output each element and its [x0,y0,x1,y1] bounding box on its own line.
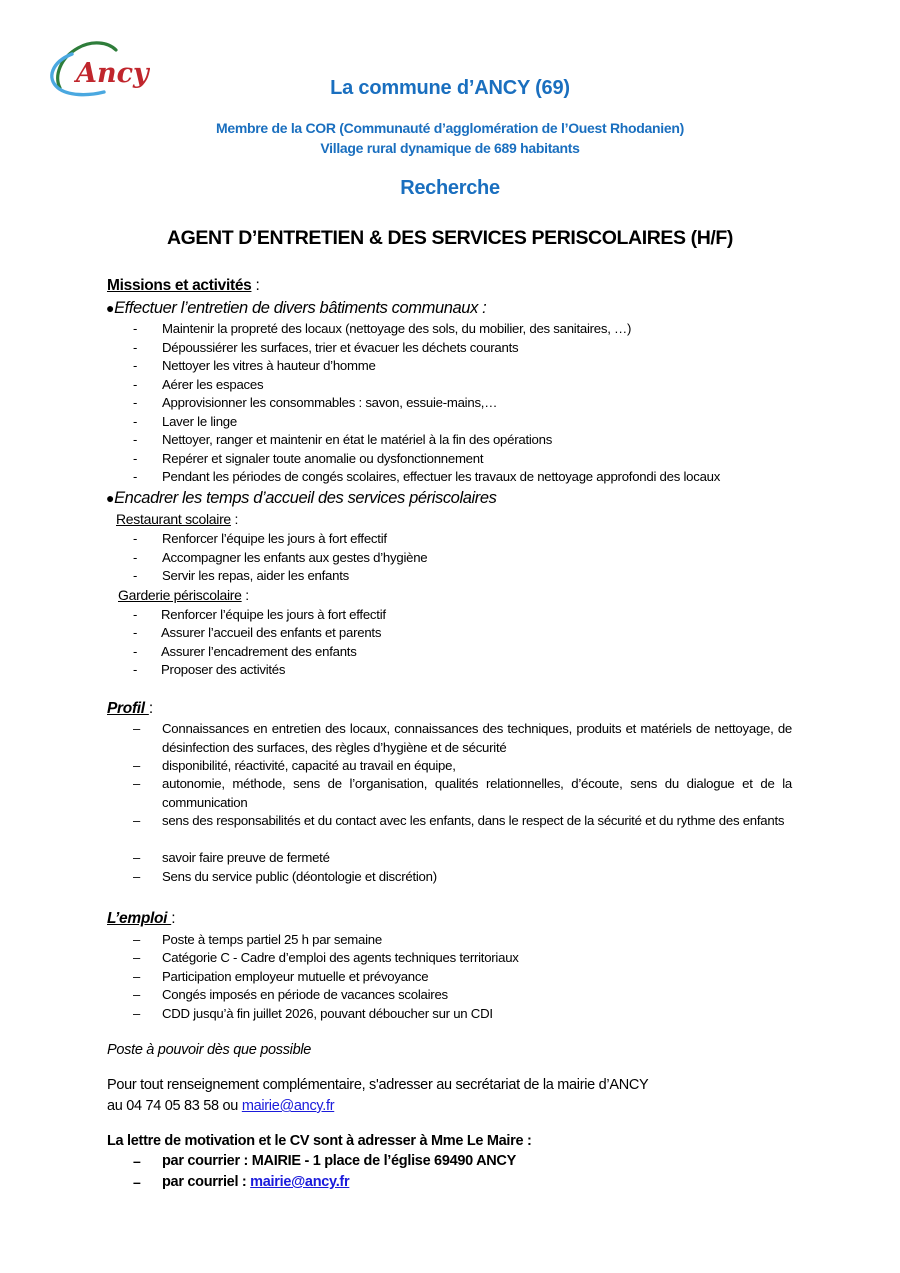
dash-icon: - [133,469,138,484]
dash-icon: - [133,550,138,565]
dash-icon: – [133,1153,141,1169]
dash-icon: – [133,758,140,773]
profil-heading: Profil : [107,700,153,717]
missions-heading-label: Missions et activités [107,277,252,294]
application-intro: La lettre de motivation et le CV sont à adresser à Mme Le Maire : [107,1133,532,1149]
dash-icon: - [133,321,138,336]
contact-line-2: au 04 74 05 83 58 ou mairie@ancy.fr [107,1098,335,1114]
contact-line-1: Pour tout renseignement complémentaire, s'adresser au secrétariat de la mairie d’ANCY [107,1077,649,1093]
restaurant-heading: Restaurant scolaire : [116,511,239,527]
dash-icon: – [133,987,140,1002]
dash-icon: - [133,432,138,447]
dash-icon: – [133,850,140,865]
dash-icon: – [133,1174,141,1190]
missions-heading-colon: : [251,277,260,294]
recherche-heading: Recherche [400,177,500,199]
dash-icon: - [133,358,138,373]
mission-bullet-entretien-label: Effectuer l’entretien de divers bâtiments communaux : [114,299,487,317]
dash-icon: – [133,932,140,947]
missions-heading [107,277,259,295]
dash-icon: – [133,969,140,984]
emploi-heading: L’emploi : [107,910,176,927]
dash-icon: - [133,377,138,392]
dash-icon: – [133,776,140,791]
job-title: AGENT D’ENTRETIEN & DES SERVICES PERISCOLAIRES (H/F) [166,227,734,249]
garderie-heading: Garderie périscolaire : [118,587,249,603]
dash-icon: – [133,950,140,965]
profil-heading-label: Profil [107,700,149,717]
svg-text:Ancy: Ancy [76,58,149,89]
dash-icon: - [133,607,138,622]
dash-icon: - [133,340,138,355]
dash-icon: - [133,414,138,429]
availability-note: Poste à pouvoir dès que possible [107,1042,312,1058]
application-email-link[interactable]: mairie@ancy.fr [250,1174,350,1190]
dash-icon: - [133,662,138,677]
dash-icon: - [133,568,138,583]
mission-bullet-entretien [106,299,486,318]
bullet-icon: ● [106,490,115,506]
emploi-heading-label: L’emploi [107,910,172,927]
commune-title: La commune d’ANCY (69) [330,77,570,99]
dash-icon: – [133,813,140,828]
dash-icon: - [133,395,138,410]
mission-bullet-periscolaire-label: Encadrer les temps d’accueil des services périscolaires [114,489,497,507]
dash-icon: – [133,1006,140,1021]
dash-icon: – [133,869,140,884]
dash-icon: – [133,721,140,736]
mission-bullet-periscolaire [106,489,496,508]
job-posting-page: Ancy La commune d’ANCY (69) Membre de la COR (Communauté d’agglomération de l’Ouest Rhodanien) Village rural dynamique de 689 habitants Recherche AGENT D’ENTRETIEN & DES SERVICES PERISCOLAIRES (H/F) Missions et activités : ●Effectuer l’entretien de divers bâtiments communaux : - Maintenir la propreté des locaux (nettoyage des sols, du mobilier, des sanitaires, …) - Dépoussiérer les surfaces, trier et évacuer les déchets courants - Nettoyer les vitres à hauteur d’homme - Aérer les espaces - Approvisionner les consommables : savon, essuie-mains,… - Laver le linge - Nettoyer, ranger et maintenir en état le matériel à la fin des opérations - Repérer et signaler toute anomalie ou dysfonctionnement - Pendant les périodes de congés scolaires, effectuer les travaux de nettoyage approfondi des locaux ●Encadrer les temps d’accueil des services périscolaires Restaurant scolaire : - Renforcer l’équipe les jours à fort effectif - Accompagner les enfants aux gestes d’hygiène - Servir les repas, aider les enfants Garderie périscolaire : - Renforcer l’équipe les jours à fort effectif - Assurer l’accueil des enfants et parents - Assurer l’encadrement des enfants - Proposer des activités Profil : – Connaissances en entretien des locaux, connaissances des techniques, produits et matériels de nettoyage, de désinfection des surfaces, des règles d’hygiène et de sécurité – disponibilité, réactivité, capacité au travail en équipe, – autonomie, méthode, sens de l’organisation, qualités relationnelles, d’écoute, sens du dialogue et de la communication – sens des responsabilités et du contact avec les enfants, dans le respect de la sécurité et du rythme des enfants – savoir faire preuve de fermeté – Sens du service public (déontologie et discrétion) L’emploi : – Poste à temps partiel 25 h par semaine – Catégorie C - Cadre d’emploi des agents techniques territoriaux – Participation employeur mutuelle et prévoyance – Congés imposés en période de vacances scolaires – CDD jusqu’à fin juillet 2026, pouvant déboucher sur un CDI Poste à pouvoir dès que possible Pour tout renseignement complémentaire, s'adresser au secrétariat de la mairie d’ANCY au 04 74 05 83 58 ou mairie@ancy.fr La lettre de motivation et le CV sont à adresser à Mme Le Maire : – par courrier : MAIRIE - 1 place de l’église 69490 ANCY – par courriel : mairie@ancy.fr [0,0,900,1273]
dash-icon: - [133,531,138,546]
bullet-icon: ● [106,300,115,316]
contact-email-link[interactable]: mairie@ancy.fr [241,1098,335,1114]
dash-icon: - [133,644,138,659]
commune-subtitle-village: Village rural dynamique de 689 habitants [320,140,580,156]
dash-icon: - [133,625,138,640]
commune-subtitle-cor: Membre de la COR (Communauté d’agglomération de l’Ouest Rhodanien) [216,120,684,136]
dash-icon: - [133,451,138,466]
